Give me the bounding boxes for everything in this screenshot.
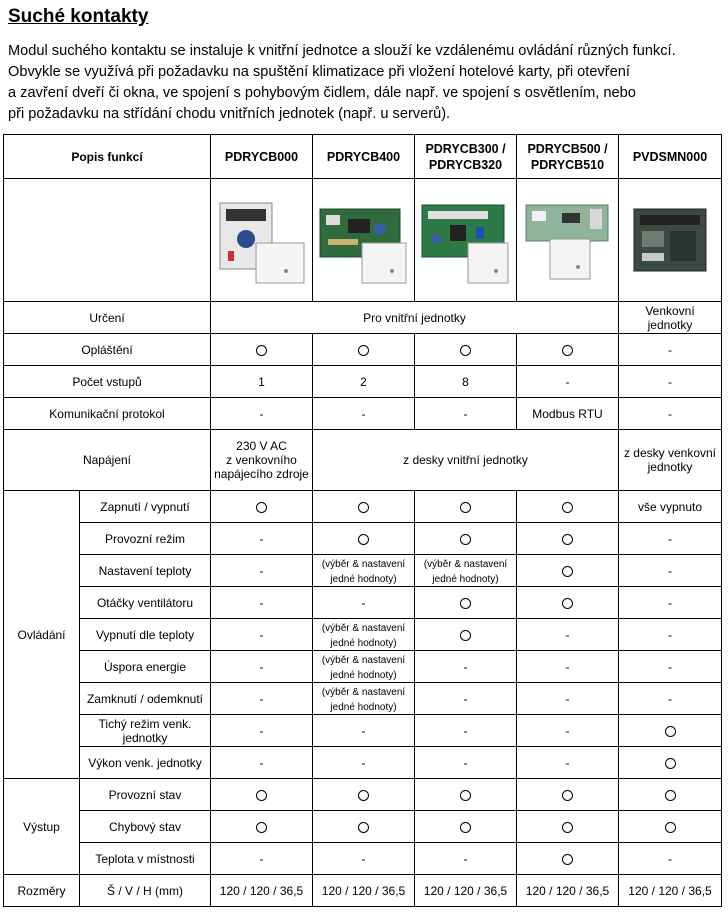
value-cell: -	[619, 651, 722, 683]
product-image	[522, 195, 614, 285]
ovladani-row	[4, 523, 722, 555]
value-cell	[313, 491, 415, 523]
value-cell: -	[211, 683, 313, 715]
value-cell	[415, 523, 517, 555]
row-label: Nastavení teploty	[80, 555, 211, 587]
model-header: PDRYCB000	[211, 135, 313, 179]
value-cell: -	[517, 715, 619, 747]
value-cell	[619, 779, 722, 811]
circle-icon	[256, 822, 267, 833]
value-cell: -	[211, 715, 313, 747]
value-cell	[211, 491, 313, 523]
value-cell	[313, 811, 415, 843]
header-row	[4, 135, 722, 179]
value-cell	[211, 334, 313, 366]
value-cell	[619, 747, 722, 779]
row-label: Zapnutí / vypnutí	[80, 491, 211, 523]
value-cell: -	[517, 747, 619, 779]
value-cell: -	[415, 683, 517, 715]
page-title: Suché kontakty	[8, 6, 149, 27]
row-label: Zamknutí / odemknutí	[80, 683, 211, 715]
value-cell	[415, 779, 517, 811]
value-cell	[211, 811, 313, 843]
circle-icon	[562, 345, 573, 356]
product-image-cell	[415, 179, 517, 302]
rozmery-row	[4, 875, 722, 907]
circle-icon	[665, 790, 676, 801]
value-cell	[313, 334, 415, 366]
product-image-cell	[619, 179, 722, 302]
circle-icon	[460, 790, 471, 801]
circle-icon	[256, 790, 267, 801]
ovladani-row	[4, 619, 722, 651]
product-image	[216, 195, 308, 285]
row-label: Vypnutí dle teploty	[80, 619, 211, 651]
text-line: jednotky	[647, 317, 693, 332]
circle-icon	[562, 502, 573, 513]
row-label: Opláštění	[4, 334, 211, 366]
image-row	[4, 179, 722, 302]
product-image	[318, 195, 410, 285]
value-cell: 8	[415, 366, 517, 398]
row-label: Komunikační protokol	[4, 398, 211, 430]
ovladani-row	[4, 651, 722, 683]
value-cell: 120 / 120 / 36,5	[415, 875, 517, 907]
napajeni-row	[4, 430, 722, 491]
value-cell	[517, 555, 619, 587]
value-cell: -	[517, 366, 619, 398]
group-label: Výstup	[4, 779, 80, 875]
circle-icon	[562, 790, 573, 801]
model-header: PDRYCB400	[313, 135, 415, 179]
value-cell	[517, 843, 619, 875]
intro-line: Modul suchého kontaktu se instaluje k vnitřní jednotce a slouží ke vzdálenému ovládání různých funkcí.	[8, 43, 676, 59]
circle-icon	[665, 822, 676, 833]
row-label: Určení	[4, 302, 211, 334]
circle-icon	[562, 854, 573, 865]
circle-icon	[562, 566, 573, 577]
value-cell	[415, 491, 517, 523]
urceni-outdoor	[619, 302, 722, 334]
value-cell: vše vypnuto	[619, 491, 722, 523]
circle-icon	[460, 598, 471, 609]
ovladani-row	[4, 491, 722, 523]
row-label: Provozní režim	[80, 523, 211, 555]
value-cell	[517, 587, 619, 619]
value-cell: -	[211, 555, 313, 587]
value-cell: (výběr & nastavení jedné hodnoty)	[313, 619, 415, 651]
intro-paragraph	[8, 41, 720, 125]
product-image	[420, 195, 512, 285]
value-cell	[415, 587, 517, 619]
circle-icon	[562, 534, 573, 545]
value-cell: -	[415, 747, 517, 779]
value-cell: -	[211, 619, 313, 651]
urceni-row	[4, 302, 722, 334]
circle-icon	[665, 726, 676, 737]
value-cell: -	[313, 747, 415, 779]
value-cell	[619, 715, 722, 747]
value-cell	[313, 779, 415, 811]
value-cell: -	[619, 843, 722, 875]
product-image	[624, 195, 716, 285]
value-cell	[313, 523, 415, 555]
circle-icon	[256, 502, 267, 513]
value-cell: -	[313, 587, 415, 619]
value-cell: Modbus RTU	[517, 398, 619, 430]
value-cell	[517, 779, 619, 811]
row-label: Napájení	[4, 430, 211, 491]
value-cell: 230 V AC z venkovního napájecího zdroje	[211, 430, 313, 491]
circle-icon	[358, 534, 369, 545]
value-cell: -	[415, 843, 517, 875]
value-cell	[619, 811, 722, 843]
product-image-cell	[211, 179, 313, 302]
circle-icon	[256, 345, 267, 356]
row-label: Chybový stav	[80, 811, 211, 843]
value-cell: 120 / 120 / 36,5	[211, 875, 313, 907]
value-cell: -	[517, 619, 619, 651]
group-label: Ovládání	[4, 491, 80, 779]
value-cell: -	[517, 651, 619, 683]
circle-icon	[358, 822, 369, 833]
circle-icon	[665, 758, 676, 769]
value-cell	[517, 491, 619, 523]
circle-icon	[460, 345, 471, 356]
vystup-row	[4, 779, 722, 811]
circle-icon	[460, 822, 471, 833]
value-cell: -	[211, 747, 313, 779]
circle-icon	[358, 345, 369, 356]
ovladani-row	[4, 587, 722, 619]
value-cell: -	[619, 366, 722, 398]
vystup-row	[4, 843, 722, 875]
row-label: Výkon venk. jednotky	[80, 747, 211, 779]
value-cell: (výběr & nastavení jedné hodnoty)	[313, 651, 415, 683]
ovladani-row	[4, 747, 722, 779]
value-cell: -	[211, 398, 313, 430]
value-cell: z desky vnitřní jednotky	[313, 430, 619, 491]
ovladani-row	[4, 555, 722, 587]
model-header: PDRYCB300 / PDRYCB320	[415, 135, 517, 179]
value-cell: -	[619, 398, 722, 430]
intro-line: a zavření dveří či okna, ve spojení s pohybovým čidlem, dále např. ve spojení s osvětlením, nebo	[8, 85, 636, 101]
group-label: Rozměry	[4, 875, 80, 907]
circle-icon	[358, 790, 369, 801]
model-header: PVDSMN000	[619, 135, 722, 179]
value-cell: -	[415, 651, 517, 683]
value-cell	[517, 811, 619, 843]
circle-icon	[562, 822, 573, 833]
value-cell: -	[619, 334, 722, 366]
row-label: Teplota v místnosti	[80, 843, 211, 875]
value-cell: -	[211, 523, 313, 555]
value-cell: -	[619, 587, 722, 619]
row-label: Počet vstupů	[4, 366, 211, 398]
value-cell: -	[517, 683, 619, 715]
value-cell: -	[415, 715, 517, 747]
value-cell: (výběr & nastavení jedné hodnoty)	[313, 683, 415, 715]
value-cell: 2	[313, 366, 415, 398]
value-cell	[415, 619, 517, 651]
function-header: Popis funkcí	[4, 135, 211, 179]
value-cell: -	[313, 715, 415, 747]
intro-line: Obvykle se využívá při požadavku na spuštění klimatizace při vložení hotelové karty, při otevření	[8, 64, 630, 80]
value-cell	[415, 334, 517, 366]
value-cell: -	[619, 555, 722, 587]
oplasteni-row	[4, 334, 722, 366]
row-label: Provozní stav	[80, 779, 211, 811]
row-label: Otáčky ventilátoru	[80, 587, 211, 619]
image-row-label	[4, 179, 211, 302]
value-cell: 1	[211, 366, 313, 398]
circle-icon	[562, 598, 573, 609]
value-cell: -	[211, 587, 313, 619]
row-label: Úspora energie	[80, 651, 211, 683]
spec-table	[3, 134, 722, 907]
value-cell: (výběr & nastavení jedné hodnoty)	[313, 555, 415, 587]
value-cell: -	[415, 398, 517, 430]
value-cell: z desky venkovní jednotky	[619, 430, 722, 491]
value-cell: (výběr & nastavení jedné hodnoty)	[415, 555, 517, 587]
pocet-vstupu-row	[4, 366, 722, 398]
vystup-row	[4, 811, 722, 843]
value-cell: 120 / 120 / 36,5	[619, 875, 722, 907]
row-label: Tichý režim venk. jednotky	[80, 715, 211, 747]
value-cell: -	[619, 523, 722, 555]
urceni-indoor: Pro vnitřní jednotky	[211, 302, 619, 334]
value-cell	[415, 811, 517, 843]
intro-line: při požadavku na střídání chodu vnitřních jednotek (např. u serverů).	[8, 106, 451, 122]
ovladani-row	[4, 683, 722, 715]
row-label: Š / V / H (mm)	[80, 875, 211, 907]
value-cell: -	[313, 843, 415, 875]
text-line: Venkovní	[645, 303, 695, 318]
product-image-cell	[313, 179, 415, 302]
circle-icon	[460, 630, 471, 641]
value-cell: -	[211, 651, 313, 683]
product-image-cell	[517, 179, 619, 302]
circle-icon	[460, 534, 471, 545]
value-cell: -	[313, 398, 415, 430]
value-cell: -	[619, 683, 722, 715]
value-cell	[517, 523, 619, 555]
circle-icon	[358, 502, 369, 513]
circle-icon	[460, 502, 471, 513]
protokol-row	[4, 398, 722, 430]
value-cell	[517, 334, 619, 366]
value-cell: 120 / 120 / 36,5	[517, 875, 619, 907]
value-cell: -	[619, 619, 722, 651]
value-cell: -	[211, 843, 313, 875]
value-cell: 120 / 120 / 36,5	[313, 875, 415, 907]
value-cell	[211, 779, 313, 811]
model-header: PDRYCB500 / PDRYCB510	[517, 135, 619, 179]
ovladani-row	[4, 715, 722, 747]
